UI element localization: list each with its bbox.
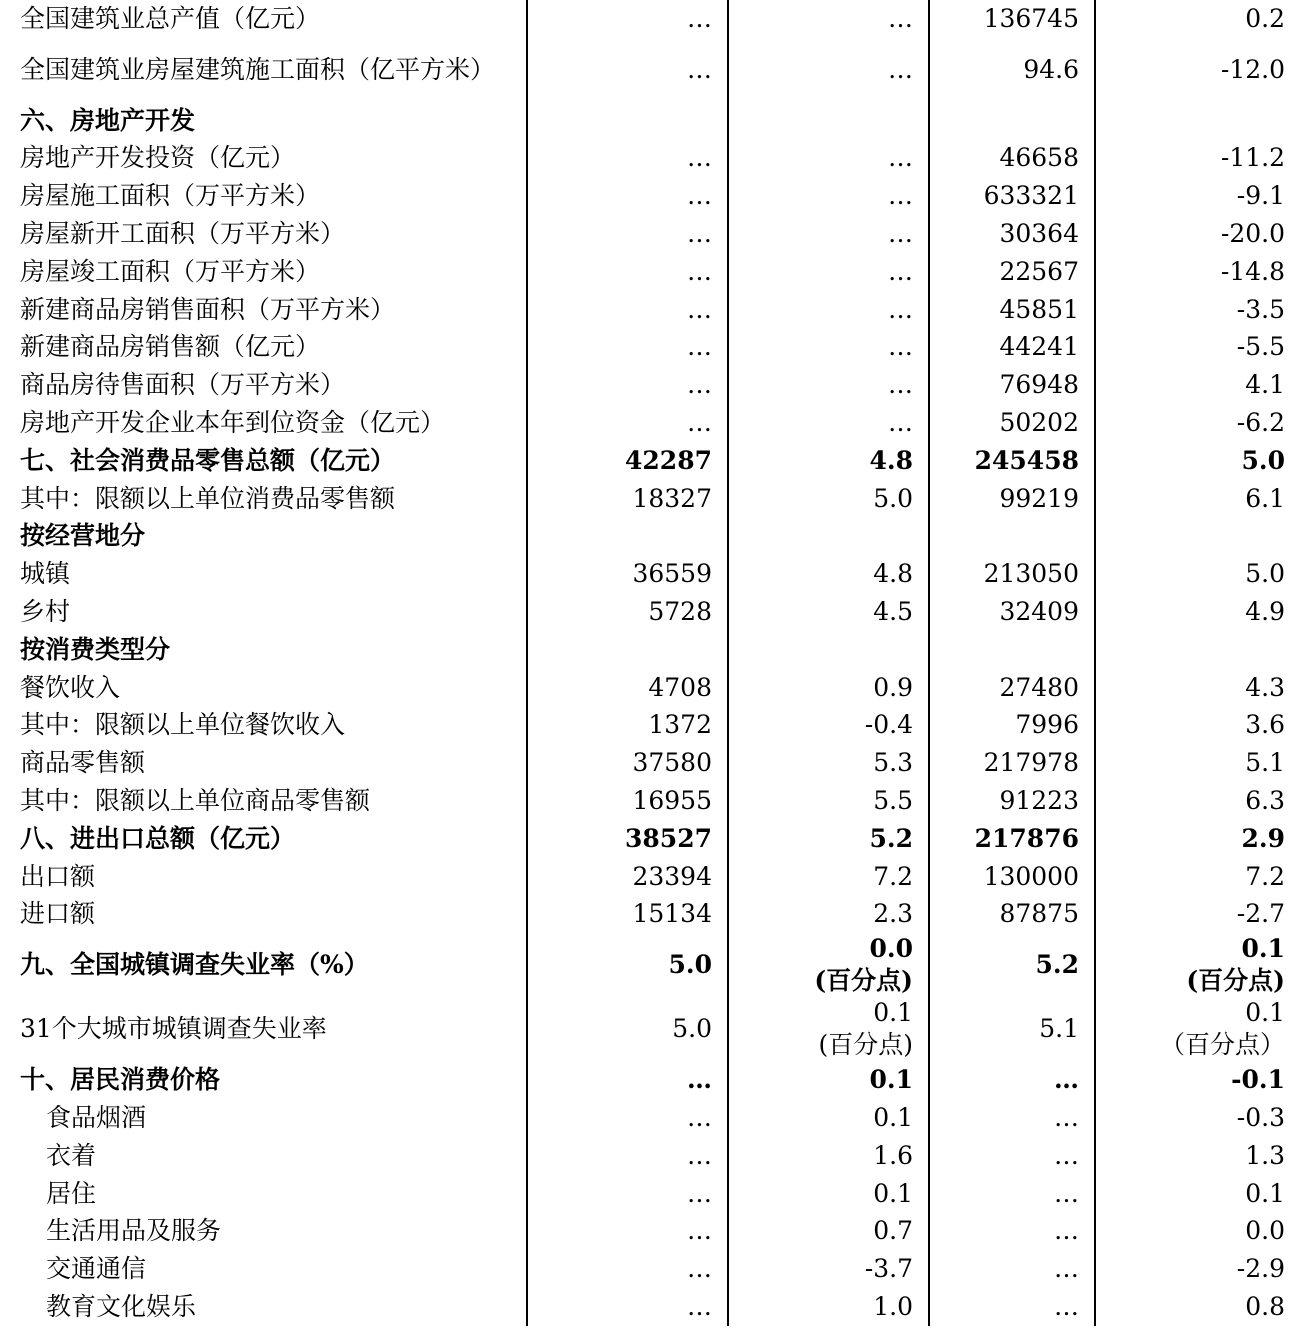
value-cell: 4.3 (1095, 669, 1308, 707)
value-cell: … (728, 0, 929, 38)
value-cell: -12.0 (1095, 38, 1308, 102)
value-cell: 4.5 (728, 593, 929, 631)
value-cell: 32409 (929, 593, 1095, 631)
row-label: 八、进出口总额（亿元） (20, 823, 296, 853)
value-cell: 2.9 (1095, 820, 1308, 858)
value-cell: -14.8 (1095, 253, 1308, 291)
row-label: 进口额 (20, 899, 96, 929)
table-row (0, 997, 1308, 1061)
value-cell: … (728, 215, 929, 253)
row-label: 其中：限额以上单位商品零售额 (20, 786, 371, 816)
value-cell: 0.2 (1095, 0, 1308, 38)
value-cell: 0.1 (728, 1061, 929, 1099)
value-cell (1095, 518, 1308, 556)
row-label: 新建商品房销售额（亿元） (20, 332, 321, 362)
value-cell: 50202 (929, 404, 1095, 442)
value-cell (929, 631, 1095, 669)
value-cell: 27480 (929, 669, 1095, 707)
value-cell: 0.7 (728, 1213, 929, 1251)
value-cell (728, 102, 929, 140)
value-cell: 217876 (929, 820, 1095, 858)
value-main: 0.1 (1241, 934, 1285, 964)
value-cell: 37580 (527, 744, 728, 782)
table-row (0, 38, 1308, 102)
value-cell: 4.9 (1095, 593, 1308, 631)
value-cell: … (527, 38, 728, 102)
value-cell: 46658 (929, 140, 1095, 178)
value-cell: 213050 (929, 555, 1095, 593)
value-cell: 4.8 (728, 442, 929, 480)
value-cell: -9.1 (1095, 177, 1308, 215)
value-cell: 5.0 (527, 997, 728, 1061)
value-cell: 0.1 (1095, 1175, 1308, 1213)
value-cell: 245458 (929, 442, 1095, 480)
value-cell: 136745 (929, 0, 1095, 38)
value-cell: 0.9 (728, 669, 929, 707)
value-cell (728, 997, 929, 1061)
value-cell: 4.8 (728, 555, 929, 593)
value-cell: -2.9 (1095, 1250, 1308, 1288)
value-cell (1095, 933, 1308, 997)
table-row (0, 555, 1308, 593)
table-row (0, 669, 1308, 707)
table-row (0, 177, 1308, 215)
row-label: 全国建筑业总产值（亿元） (20, 3, 321, 33)
value-cell: … (929, 1099, 1095, 1137)
row-label: 按消费类型分 (20, 634, 171, 664)
row-label: 生活用品及服务 (46, 1216, 222, 1246)
row-label: 房地产开发企业本年到位资金（亿元） (20, 408, 446, 438)
row-label: 按经营地分 (20, 521, 146, 551)
value-cell: … (527, 1213, 728, 1251)
value-cell: … (728, 366, 929, 404)
row-label: 新建商品房销售面积（万平方米） (20, 294, 396, 324)
row-label: 乡村 (20, 597, 71, 627)
value-cell: 15134 (527, 896, 728, 934)
value-cell: 5.2 (728, 820, 929, 858)
row-label: 城镇 (20, 559, 71, 589)
value-cell: 2.3 (728, 896, 929, 934)
row-label: 出口额 (20, 861, 96, 891)
value-cell: 1.6 (728, 1137, 929, 1175)
value-cell: 5.0 (1095, 442, 1308, 480)
value-cell: 0.1 (728, 1099, 929, 1137)
table-row (0, 1061, 1308, 1099)
value-cell: … (929, 1061, 1095, 1099)
value-unit-note: （百分点） (1159, 1030, 1285, 1060)
value-cell: -11.2 (1095, 140, 1308, 178)
value-cell (527, 102, 728, 140)
value-cell: -5.5 (1095, 329, 1308, 367)
value-unit-note: (百分点) (1186, 966, 1285, 996)
row-label: 衣着 (46, 1140, 97, 1170)
value-cell: 1.0 (728, 1288, 929, 1326)
value-cell: … (527, 291, 728, 329)
table-row (0, 1099, 1308, 1137)
value-cell: … (527, 140, 728, 178)
row-label: 七、社会消费品零售总额（亿元） (20, 445, 396, 475)
value-cell: … (527, 366, 728, 404)
value-cell (527, 631, 728, 669)
value-cell: … (527, 1061, 728, 1099)
value-cell: … (527, 1175, 728, 1213)
row-label: 教育文化娱乐 (46, 1292, 197, 1321)
row-label: 商品零售额 (20, 748, 146, 778)
row-label: 食品烟酒 (46, 1103, 147, 1133)
value-cell: -6.2 (1095, 404, 1308, 442)
row-label: 房屋竣工面积（万平方米） (20, 256, 321, 286)
value-cell: 1.3 (1095, 1137, 1308, 1175)
value-cell: 42287 (527, 442, 728, 480)
table-row (0, 744, 1308, 782)
value-cell: -20.0 (1095, 215, 1308, 253)
value-cell: 3.6 (1095, 707, 1308, 745)
value-cell: 5.0 (1095, 555, 1308, 593)
value-cell: 5.3 (728, 744, 929, 782)
table-row (0, 593, 1308, 631)
value-cell: 1372 (527, 707, 728, 745)
table-row (0, 1137, 1308, 1175)
value-cell: 0.0 (1095, 1213, 1308, 1251)
value-cell: 5.5 (728, 782, 929, 820)
table-row (0, 1213, 1308, 1251)
row-label: 全国建筑业房屋建筑施工面积（亿平方米） (20, 54, 496, 84)
table-row (0, 366, 1308, 404)
value-cell: 6.3 (1095, 782, 1308, 820)
table-row (0, 140, 1308, 178)
value-cell: 0.8 (1095, 1288, 1308, 1326)
value-cell: 36559 (527, 555, 728, 593)
row-label: 六、房地产开发 (20, 105, 196, 135)
value-cell: -3.7 (728, 1250, 929, 1288)
value-cell: … (527, 0, 728, 38)
table-row (0, 858, 1308, 896)
table-row (0, 707, 1308, 745)
value-cell: … (929, 1137, 1095, 1175)
table-row (0, 631, 1308, 669)
value-cell: … (527, 1137, 728, 1175)
value-cell (728, 631, 929, 669)
value-cell: 38527 (527, 820, 728, 858)
table-row (0, 1175, 1308, 1213)
value-cell (929, 518, 1095, 556)
value-cell: 22567 (929, 253, 1095, 291)
value-cell: … (527, 253, 728, 291)
value-main: 0.0 (869, 934, 913, 964)
value-main: 0.1 (873, 998, 913, 1028)
row-label: 交通通信 (46, 1254, 147, 1284)
value-cell: -0.1 (1095, 1061, 1308, 1099)
value-cell: … (527, 215, 728, 253)
value-cell: 16955 (527, 782, 728, 820)
value-cell: … (527, 1250, 728, 1288)
value-cell (1095, 102, 1308, 140)
value-cell: 87875 (929, 896, 1095, 934)
table-row (0, 291, 1308, 329)
value-cell: 5.0 (527, 933, 728, 997)
value-cell: … (929, 1250, 1095, 1288)
table-row (0, 329, 1308, 367)
value-cell: 44241 (929, 329, 1095, 367)
value-cell: 5.0 (728, 480, 929, 518)
value-cell: … (728, 291, 929, 329)
value-cell: 4.1 (1095, 366, 1308, 404)
table-row (0, 442, 1308, 480)
value-cell: 5.2 (929, 933, 1095, 997)
value-cell: -0.4 (728, 707, 929, 745)
row-label: 十、居民消费价格 (20, 1065, 221, 1095)
row-label: 居住 (46, 1178, 97, 1208)
value-unit-note: (百分点) (814, 966, 913, 996)
value-cell: … (728, 253, 929, 291)
value-cell: 130000 (929, 858, 1095, 896)
value-cell (1095, 631, 1308, 669)
row-label: 房屋新开工面积（万平方米） (20, 219, 346, 249)
row-label: 其中：限额以上单位餐饮收入 (20, 710, 346, 740)
value-cell: 5.1 (929, 997, 1095, 1061)
value-cell: -3.5 (1095, 291, 1308, 329)
table-row (0, 933, 1308, 997)
row-label: 商品房待售面积（万平方米） (20, 370, 346, 400)
value-cell: … (728, 38, 929, 102)
value-cell: 7.2 (728, 858, 929, 896)
value-unit-note: (百分点) (818, 1030, 913, 1060)
value-cell: 45851 (929, 291, 1095, 329)
value-cell (728, 518, 929, 556)
value-cell: 99219 (929, 480, 1095, 518)
value-cell: … (728, 404, 929, 442)
value-cell: … (929, 1213, 1095, 1251)
value-cell: 217978 (929, 744, 1095, 782)
row-label: 房屋施工面积（万平方米） (20, 181, 321, 211)
table-row (0, 782, 1308, 820)
row-label: 餐饮收入 (20, 672, 121, 702)
value-cell: 30364 (929, 215, 1095, 253)
value-cell (1095, 997, 1308, 1061)
table-row (0, 820, 1308, 858)
table-row (0, 102, 1308, 140)
table-row (0, 0, 1308, 38)
value-cell: … (728, 329, 929, 367)
value-cell: 0.1 (728, 1175, 929, 1213)
value-cell: … (929, 1288, 1095, 1326)
value-cell: 7.2 (1095, 858, 1308, 896)
value-cell: … (728, 140, 929, 178)
value-cell: 6.1 (1095, 480, 1308, 518)
value-cell: … (527, 1099, 728, 1137)
value-cell: 7996 (929, 707, 1095, 745)
value-cell: 76948 (929, 366, 1095, 404)
value-cell: 5728 (527, 593, 728, 631)
value-cell: … (527, 329, 728, 367)
value-cell: 91223 (929, 782, 1095, 820)
row-label: 九、全国城镇调查失业率（%） (20, 950, 369, 980)
table-row (0, 518, 1308, 556)
value-cell: … (929, 1175, 1095, 1213)
row-label: 其中：限额以上单位消费品零售额 (20, 483, 396, 513)
value-cell: … (728, 177, 929, 215)
value-cell: 4708 (527, 669, 728, 707)
value-cell (929, 102, 1095, 140)
value-cell: 23394 (527, 858, 728, 896)
table-row (0, 1250, 1308, 1288)
value-cell: … (527, 1288, 728, 1326)
value-cell: 94.6 (929, 38, 1095, 102)
value-main: 0.1 (1245, 998, 1285, 1028)
row-label: 31个大城市城镇调查失业率 (20, 1014, 327, 1044)
table-row (0, 1288, 1308, 1326)
value-cell: 633321 (929, 177, 1095, 215)
value-cell: … (527, 177, 728, 215)
table-row (0, 253, 1308, 291)
value-cell: -2.7 (1095, 896, 1308, 934)
value-cell: 5.1 (1095, 744, 1308, 782)
table-row (0, 404, 1308, 442)
value-cell: … (527, 404, 728, 442)
value-cell: -0.3 (1095, 1099, 1308, 1137)
table-row (0, 215, 1308, 253)
row-label: 房地产开发投资（亿元） (20, 143, 296, 173)
value-cell: 18327 (527, 480, 728, 518)
value-cell (728, 933, 929, 997)
table-row (0, 480, 1308, 518)
table-row (0, 896, 1308, 934)
value-cell (527, 518, 728, 556)
